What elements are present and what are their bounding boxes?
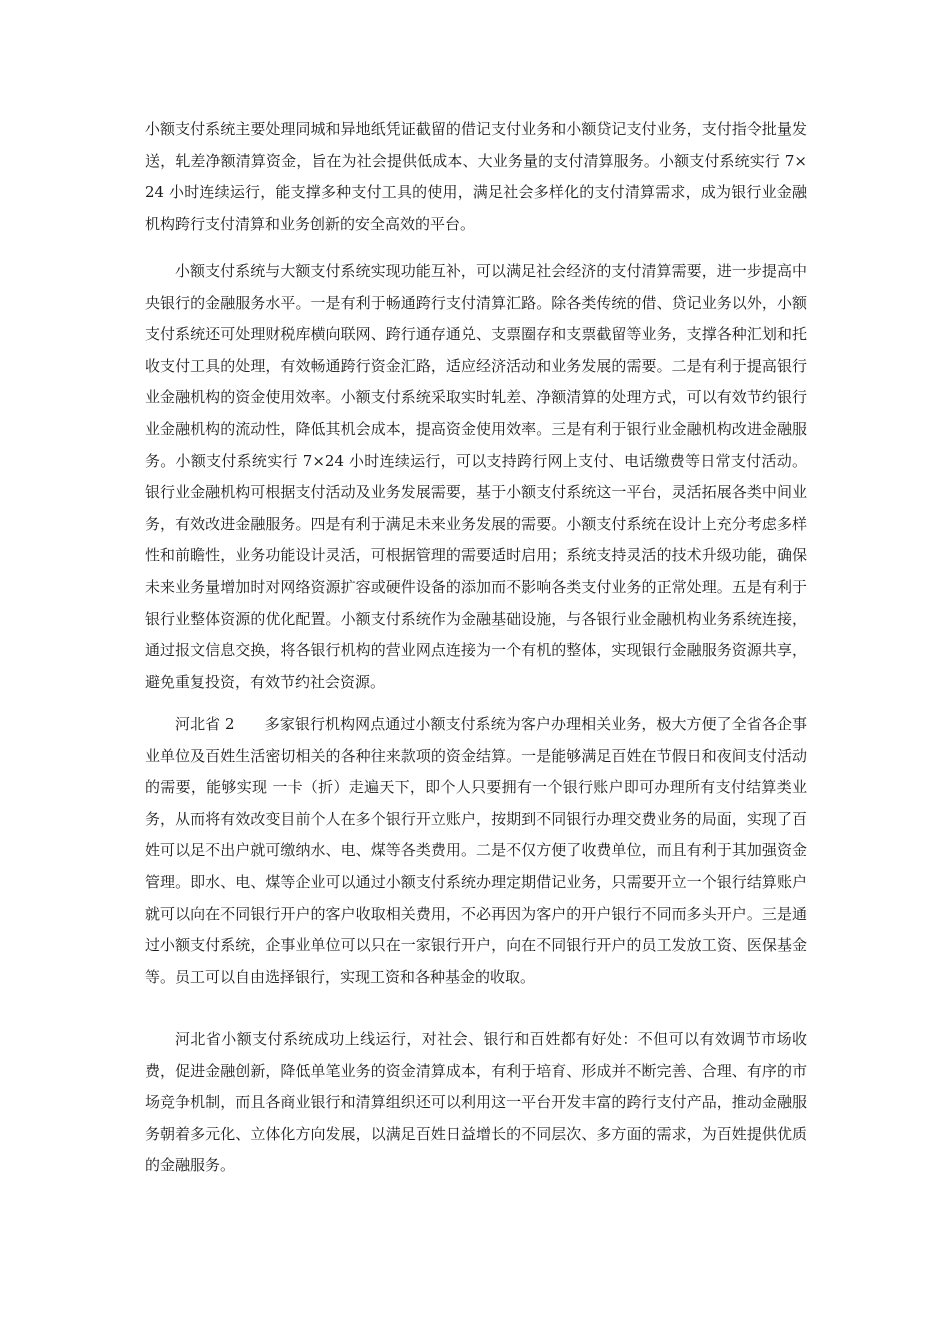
paragraph-2: 小额支付系统与大额支付系统实现功能互补，可以满足社会经济的支付清算需要，进一步提高中央银行的金融服务水平。一是有利于畅通跨行支付清算汇路。除各类传统的借、贷记业务以外，小额支付系统还可处理财税库横向联网、跨行通存通兑、支票圈存和支票截留等业务，支撑各种汇划和托收支付工具的处理，有效畅通跨行资金汇路，适应经济活动和业务发展的需要。二是有利于提高银行业金融机构的资金使用效率。小额支付系统采取实时轧差、净额清算的处理方式，可以有效节约银行业金融机构的流动性，降低其机会成本，提高资金使用效率。三是有利于银行业金融机构改进金融服务。小额支付系统实行 7×24 小时连续运行，可以支持跨行网上支付、电话缴费等日常支付活动。银行业金融机构可根据支付活动及业务发展需要，基于小额支付系统这一平台，灵活拓展各类中间业务，有效改进金融服务。四是有利于满足未来业务发展的需要。小额支付系统在设计上充分考虑多样性和前瞻性，业务功能设计灵活，可根据管理的需要适时启用；系统支持灵活的技术升级功能，确保未来业务量增加时对网络资源扩容或硬件设备的添加而不影响各类支付业务的正常处理。五是有利于银行业整体资源的优化配置。小额支付系统作为金融基础设施，与各银行业金融机构业务系统连接，通过报文信息交换，将各银行机构的营业网点连接为一个有机的整体，实现银行金融服务资源共享，避免重复投资，有效节约社会资源。 <box>145 262 807 691</box>
paragraph-3: 河北省 2 多家银行机构网点通过小额支付系统为客户办理相关业务，极大方便了全省各企事业单位及百姓生活密切相关的各种往来款项的资金结算。一是能够满足百姓在节假日和夜间支付活动的需要，能够实现 一卡（折）走遍天下，即个人只要拥有一个银行账户即可办理所有支付结算类业务，从而将有效改变目前个人在多个银行开立账户，按期到不同银行办理交费业务的局面，实现了百姓可以足不出户就可缴纳水、电、煤等各类费用。二是不仅方便了收费单位，而且有利于其加强资金管理。即水、电、煤等企业可以通过小额支付系统办理定期借记业务，只需要开立一个银行结算账户就可以向在不同银行开户的客户收取相关费用，不必再因为客户的开户银行不同而多头开户。三是通过小额支付系统，企事业单位可以只在一家银行开户，向在不同银行开户的员工发放工资、医保基金等。员工可以自由选择银行，实现工资和各种基金的收取。 <box>145 715 807 986</box>
paragraph-4: 河北省小额支付系统成功上线运行，对社会、银行和百姓都有好处：不但可以有效调节市场收费，促进金融创新，降低单笔业务的资金清算成本，有利于培育、形成并不断完善、合理、有序的市场竞争机制，而且各商业银行和清算组织还可以利用这一平台开发丰富的跨行支付产品，推动金融服务朝着多元化、立体化方向发展，以满足百姓日益增长的不同层次、多方面的需求，为百姓提供优质的金融服务。 <box>145 1030 807 1175</box>
paragraph-1: 小额支付系统主要处理同城和异地纸凭证截留的借记支付业务和小额贷记支付业务，支付指令批量发送，轧差净额清算资金，旨在为社会提供低成本、大业务量的支付清算服务。小额支付系统实行 7×24 小时连续运行，能支撑多种支付工具的使用，满足社会多样化的支付清算需求，成为银行业金融机构跨行支付清算和业务创新的安全高效的平台。 <box>145 120 807 233</box>
